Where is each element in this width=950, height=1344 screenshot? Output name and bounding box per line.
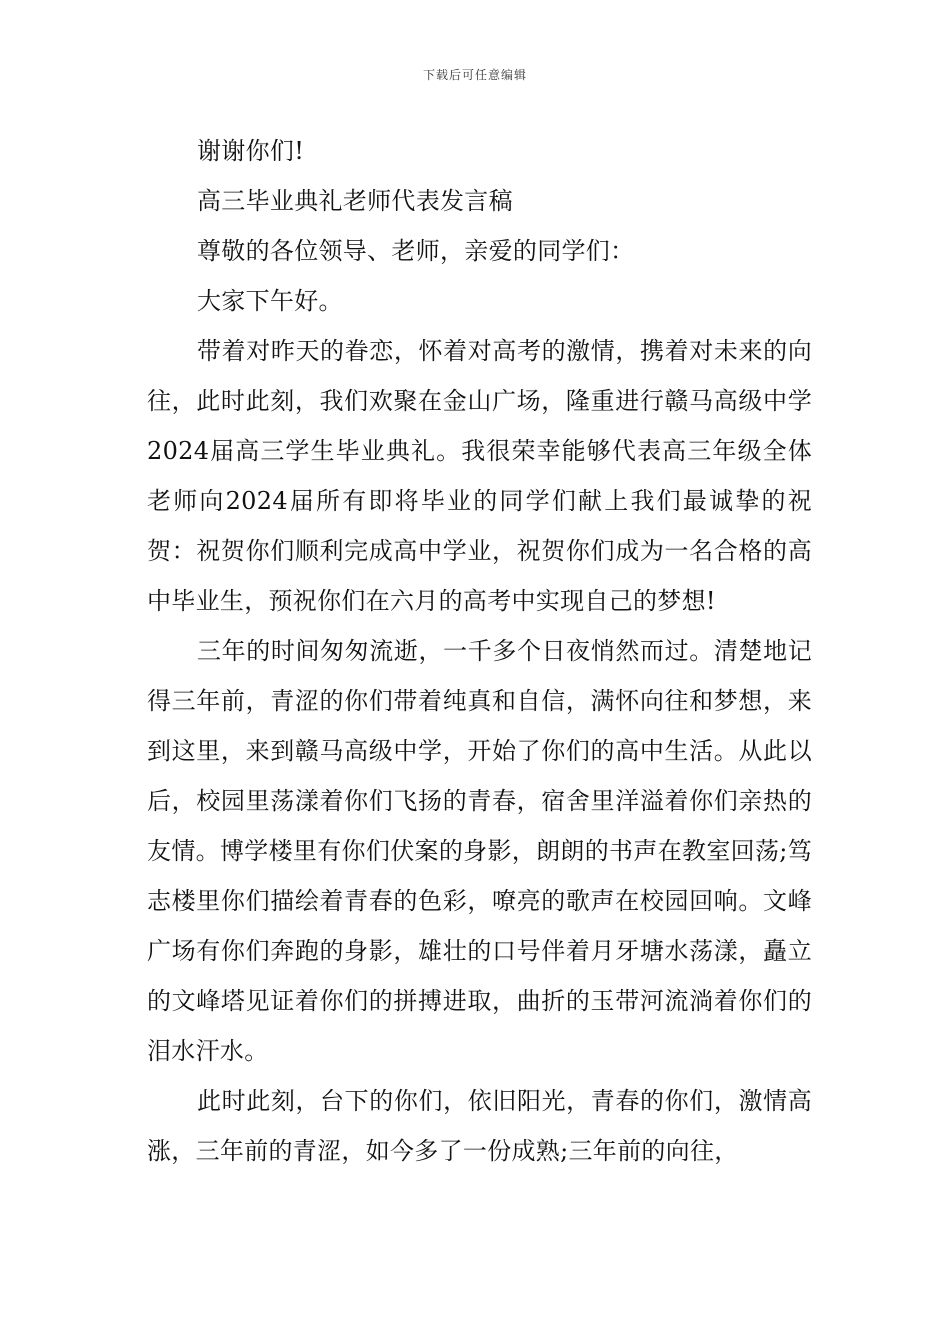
paragraph-present: 此时此刻，台下的你们，依旧阳光，青春的你们，激情高涨，三年前的青涩，如今多了一份成熟;三年前的向往，: [147, 1087, 812, 1165]
paragraph-congratulations: 带着对昨天的眷恋，怀着对高考的激情，携着对未来的向往，此时此刻，我们欢聚在金山广场，隆重进行赣马高级中学2024届高三学生毕业典礼。我很荣幸能够代表高三年级全体老师向2024届所有即将毕业的同学们献上我们最诚挚的祝贺：祝贺你们顺利完成高中学业，祝贺你们成为一名合格的高中毕业生，预祝你们在六月的高考中实现自己的梦想!: [147, 337, 812, 615]
closing-thanks: 谢谢你们!: [197, 137, 305, 165]
salutation: 尊敬的各位领导、老师，亲爱的同学们：: [197, 237, 635, 265]
speech-title: 高三毕业典礼老师代表发言稿: [197, 187, 513, 215]
greeting: 大家下午好。: [197, 287, 343, 315]
header-note: 下载后可任意编辑: [422, 68, 527, 82]
paragraph-memories: 三年的时间匆匆流逝，一千多个日夜悄然而过。清楚地记得三年前，青涩的你们带着纯真和自信，满怀向往和梦想，来到这里，来到赣马高级中学，开始了你们的高中生活。从此以后，校园里荡漾着你们飞扬的青春，宿舍里洋溢着你们亲热的友情。博学楼里有你们伏案的身影，朗朗的书声在教室回荡;笃志楼里你们描绘着青春的色彩，嘹亮的歌声在校园回响。文峰广场有你们奔跑的身影，雄壮的口号伴着月牙塘水荡漾，矗立的文峰塔见证着你们的拼搏进取，曲折的玉带河流淌着你们的泪水汗水。: [147, 637, 812, 1065]
document-body: [147, 126, 812, 1176]
